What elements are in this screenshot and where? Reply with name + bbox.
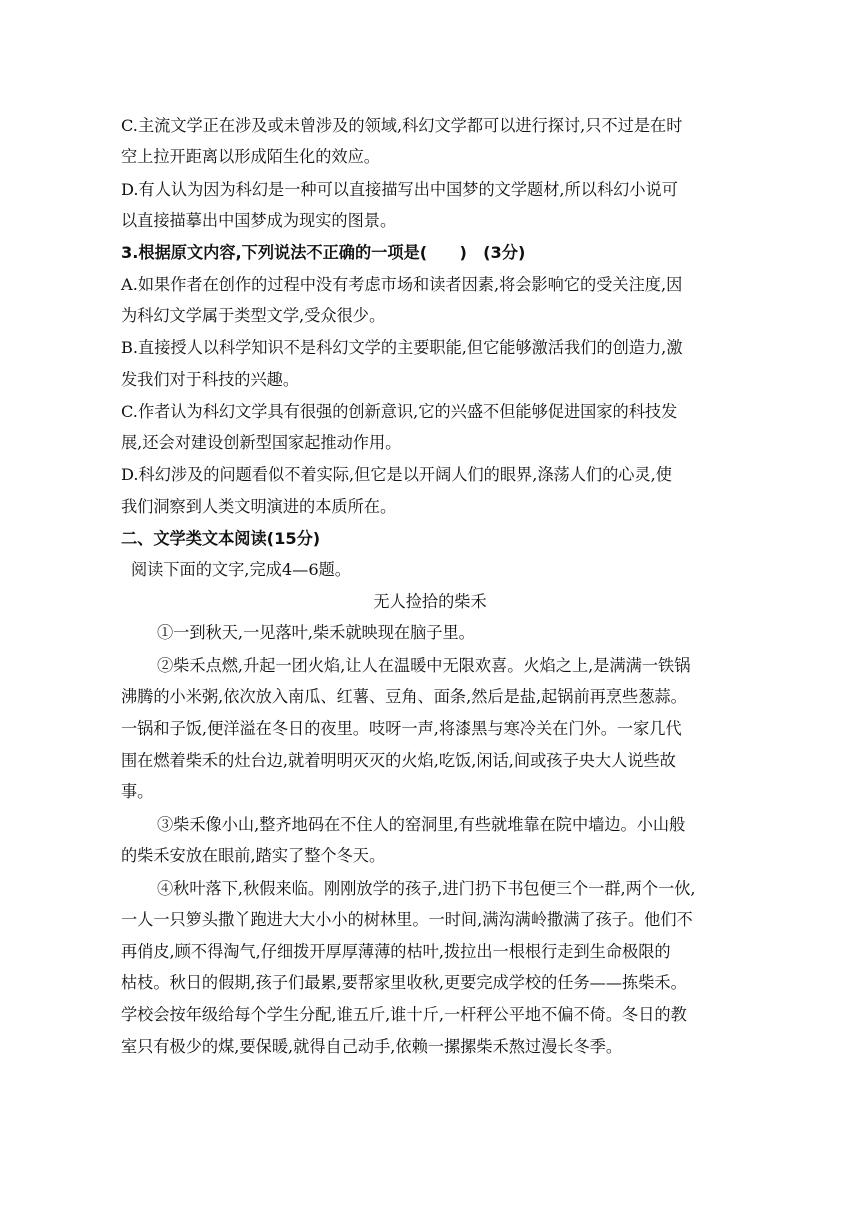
- paragraph-3-line1: ③柴禾像小山,整齐地码在不住人的窑洞里,有些就堆靠在院中墙边。小山般: [157, 815, 686, 834]
- q2-option-d-line2: 以直接描摹出中国梦成为现实的图景。: [121, 211, 397, 230]
- q3-option-b-line2: 发我们对于科技的兴趣。: [121, 370, 300, 389]
- q3-option-b-line1: B.直接授人以科学知识不是科幻文学的主要职能,但它能够激活我们的创造力,激: [121, 338, 683, 357]
- q3-option-c-line2: 展,还会对建设创新型国家起推动作用。: [121, 433, 402, 452]
- q3-option-d-line1: D.科幻涉及的问题看似不着实际,但它是以开阔人们的眼界,涤荡人们的心灵,使: [121, 465, 672, 484]
- paragraph-4-line3: 再俏皮,顾不得淘气,仔细拨开厚厚薄薄的枯叶,拨拉出一根根行走到生命极限的: [121, 942, 671, 961]
- paragraph-4-line2: 一人一只箩头撒丫跑进大大小小的树林里。一时间,满沟满岭撒满了孩子。他们不: [121, 910, 693, 929]
- paragraph-4-line5: 学校会按年级给每个学生分配,谁五斤,谁十斤,一杆秤公平地不偏不倚。冬日的教: [121, 1005, 687, 1024]
- q2-option-c-line2: 空上拉开距离以形成陌生化的效应。: [121, 147, 380, 166]
- q3-stem: 3.根据原文内容,下列说法不正确的一项是( ) (3分): [121, 243, 526, 262]
- paragraph-2-line1: ②柴禾点燃,升起一团火焰,让人在温暖中无限欢喜。火焰之上,是满满一铁锅: [157, 656, 691, 675]
- paragraph-4-line4: 枯枝。秋日的假期,孩子们最累,要帮家里收秋,更要完成学校的任务——拣柴禾。: [121, 973, 687, 992]
- paragraph-4-line6: 室只有极少的煤,要保暖,就得自己动手,依赖一摞摞柴禾熬过漫长冬季。: [121, 1037, 623, 1056]
- paragraph-2-line3: 一锅和子饭,便洋溢在冬日的夜里。吱呀一声,将漆黑与寒冷关在门外。一家几代: [121, 719, 682, 738]
- q3-option-a-line2: 为科幻文学属于类型文学,受众很少。: [121, 306, 386, 325]
- section2-instruction: 阅读下面的文字,完成4—6题。: [131, 560, 351, 579]
- q3-option-a-line1: A.如果作者在创作的过程中没有考虑市场和读者因素,将会影响它的受关注度,因: [121, 275, 683, 294]
- passage-title: 无人捡拾的柴禾: [373, 592, 487, 611]
- paragraph-2-line5: 事。: [121, 782, 154, 801]
- paragraph-1: ①一到秋天,一见落叶,柴禾就映现在脑子里。: [157, 623, 475, 642]
- section2-heading: 二、文学类文本阅读(15分): [121, 529, 321, 548]
- q2-option-c-line1: C.主流文学正在涉及或未曾涉及的领域,科幻文学都可以进行探讨,只不过是在时: [121, 116, 683, 135]
- q3-option-c-line1: C.作者认为科幻文学具有很强的创新意识,它的兴盛不但能够促进国家的科技发: [121, 402, 678, 421]
- paragraph-2-line2: 沸腾的小米粥,依次放入南瓜、红薯、豆角、面条,然后是盐,起锅前再烹些葱蒜。: [121, 687, 687, 706]
- paragraph-3-line2: 的柴禾安放在眼前,踏实了整个冬天。: [121, 846, 386, 865]
- q3-option-d-line2: 我们洞察到人类文明演进的本质所在。: [121, 497, 397, 516]
- paragraph-2-line4: 围在燃着柴禾的灶台边,就着明明灭灭的火焰,吃饭,闲话,间或孩子央大人说些故: [121, 751, 676, 770]
- paragraph-4-line1: ④秋叶落下,秋假来临。刚刚放学的孩子,进门扔下书包便三个一群,两个一伙,: [157, 879, 696, 898]
- q2-option-d-line1: D.有人认为因为科幻是一种可以直接描写出中国梦的文学题材,所以科幻小说可: [121, 180, 678, 199]
